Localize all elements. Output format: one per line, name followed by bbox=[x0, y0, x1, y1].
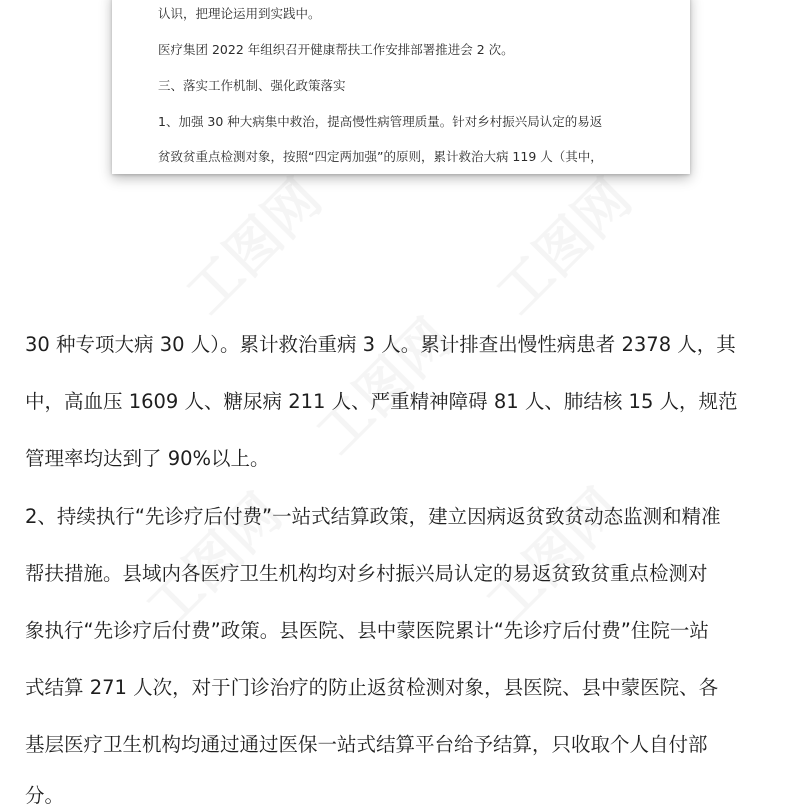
card-text-line: 认识，把理论运用到实践中。 bbox=[158, 6, 321, 21]
body-text-line: 象执行“先诊疗后付费”政策。县医院、县中蒙医院累计“先诊疗后付费”住院一站 bbox=[25, 619, 709, 642]
body-text-line: 帮扶措施。县域内各医疗卫生机构均对乡村振兴局认定的易返贫致贫重点检测对 bbox=[25, 562, 708, 585]
body-text-line: 2、持续执行“先诊疗后付费”一站式结算政策，建立因病返贫致贫动态监测和精准 bbox=[25, 505, 721, 528]
body-text-line: 30 种专项大病 30 人）。累计救治重病 3 人。累计排查出慢性病患者 2378 人，其 bbox=[25, 333, 736, 356]
body-text-line: 式结算 271 人次，对于门诊治疗的防止返贫检测对象，县医院、县中蒙医院、各 bbox=[25, 676, 719, 699]
card-text-line: 1、加强 30 种大病集中救治，提高慢性病管理质量。针对乡村振兴局认定的易返 bbox=[158, 114, 603, 129]
watermark: 工图网 bbox=[474, 476, 634, 636]
document-preview-card bbox=[112, 0, 690, 174]
card-text-line: 医疗集团 2022 年组织召开健康帮扶工作安排部署推进会 2 次。 bbox=[158, 42, 514, 57]
watermark: 工图网 bbox=[134, 481, 294, 641]
watermark: 工图网 bbox=[304, 306, 464, 466]
watermark: 工图网 bbox=[174, 166, 334, 326]
body-text-line: 分。 bbox=[25, 784, 65, 807]
watermark: 工图网 bbox=[484, 166, 644, 326]
body-text-line: 基层医疗卫生机构均通过通过医保一站式结算平台给予结算，只收取个人自付部 bbox=[25, 733, 708, 756]
card-section-heading: 三、落实工作机制、强化政策落实 bbox=[158, 78, 346, 93]
body-text-line: 中，高血压 1609 人、糖尿病 211 人、严重精神障碍 81 人、肺结核 15 人，规范 bbox=[25, 390, 738, 413]
body-text-line: 管理率均达到了 90%以上。 bbox=[25, 447, 270, 470]
card-text-line: 贫致贫重点检测对象，按照“四定两加强”的原则，累计救治大病 119 人（其中， bbox=[158, 149, 603, 164]
